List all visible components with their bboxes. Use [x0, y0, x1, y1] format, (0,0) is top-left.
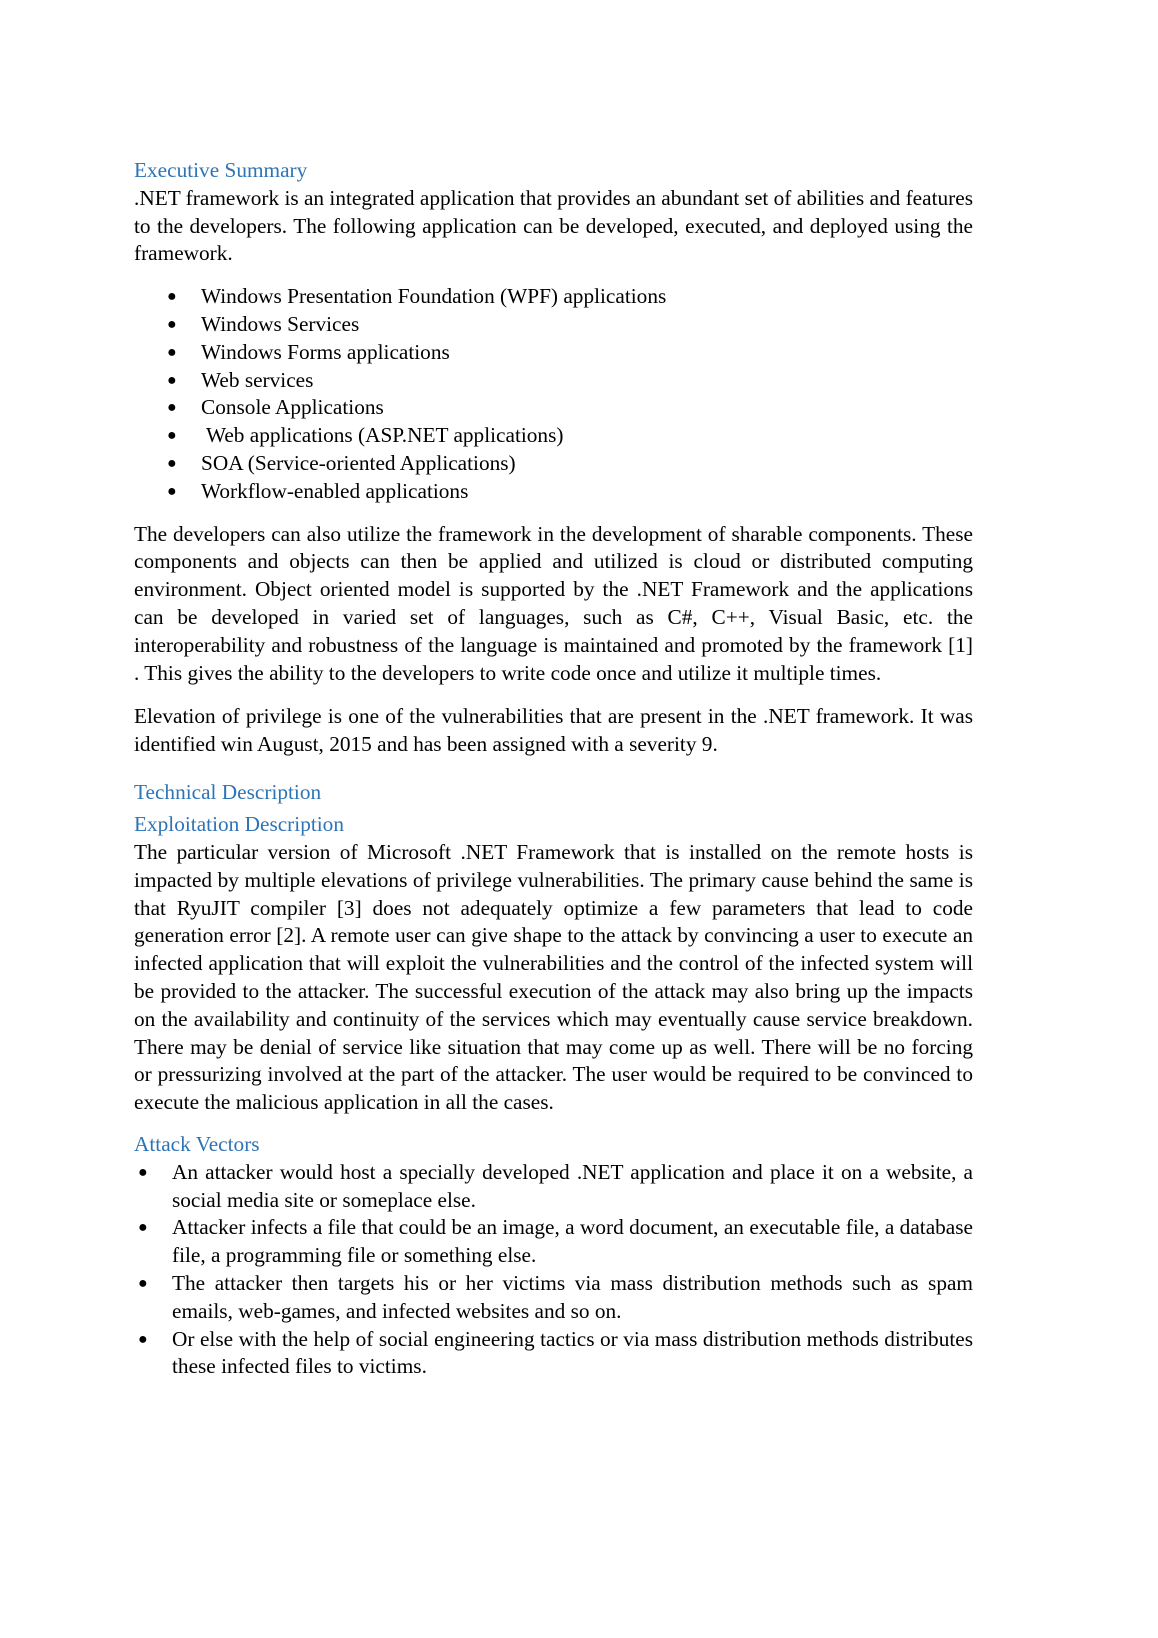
bullet-icon: ●: [138, 1163, 148, 1181]
bullet-icon: ●: [167, 315, 177, 333]
bullet-icon: ●: [167, 427, 177, 445]
heading-exploitation-description: Exploitation Description: [134, 812, 344, 837]
list-item: ● SOA (Service-oriented Applications): [134, 450, 973, 478]
bullet-icon: ●: [167, 371, 177, 389]
list-item: ● Windows Forms applications: [134, 339, 973, 367]
list-item: ● Or else with the help of social engineering tactics or via mass distribution methods distributes these infected files to victims.: [138, 1326, 973, 1379]
bullet-icon: ●: [138, 1274, 148, 1292]
executive-summary-paragraph-3: Elevation of privilege is one of the vulnerabilities that are present in the .NET framework. It was identified win August, 2015 and has been assigned with a severity 9.: [134, 703, 973, 756]
bullet-icon: ●: [138, 1219, 148, 1237]
attack-vectors-list: [134, 1159, 973, 1381]
exploitation-description-body: The particular version of Microsoft .NET Framework that is installed on the remote hosts is impacted by multiple elevations of privilege vulnerabilities. The primary cause behind the same is that RyuJIT compiler [3] does not adequately optimize a few parameters that lead to code generation error [2]. A remote user can give shape to the attack by convincing a user to execute an infected application that will exploit the vulnerabilities and the control of the infected system will be provided to the attacker. The successful execution of the attack may also bring up the impacts on the availability and continuity of the services which may eventually cause service breakdown. There may be denial of service like situation that may come up as well. There will be no forcing or pressurizing involved at the part of the attacker. The user would be required to be convinced to execute the malicious application in all the cases.: [134, 840, 973, 1115]
bullet-icon: ●: [167, 482, 177, 500]
executive-summary-paragraph-2: The developers can also utilize the framework in the development of sharable components. These components and objects can then be applied and utilized is cloud or distributed computing environment. Object oriented model is supported by the .NET Framework and the applications can be developed in varied set of languages, such as C#, C++, Visual Basic, etc. the interoperability and robustness of the language is maintained and promoted by the framework [1] . This gives the ability to the developers to write code once and utilize it multiple times.: [134, 521, 973, 685]
bullet-icon: ●: [167, 454, 177, 472]
bullet-icon: ●: [138, 1330, 148, 1348]
bullet-icon: ●: [167, 343, 177, 361]
list-item: ● The attacker then targets his or her victims via mass distribution methods such as spam emails, web-games, and infected websites and so on.: [138, 1270, 973, 1323]
list-item: ● Attacker infects a file that could be an image, a word document, an executable file, a database file, a programming file or something else.: [138, 1215, 973, 1268]
list-item: ● Windows Services: [134, 311, 973, 339]
executive-summary-intro: .NET framework is an integrated application that provides an abundant set of abilities and features to the developers. The following application can be developed, executed, and deployed using the framework.: [134, 185, 973, 266]
document-page: [134, 157, 973, 1381]
heading-technical-description: Technical Description: [134, 780, 322, 805]
list-item: ● An attacker would host a specially developed .NET application and place it on a website, a social media site or someplace else.: [138, 1159, 973, 1212]
list-item: ● Workflow-enabled applications: [134, 478, 973, 506]
application-types-list: [134, 283, 973, 505]
list-item: ● Windows Presentation Foundation (WPF) applications: [134, 283, 973, 311]
bullet-icon: ●: [167, 399, 177, 417]
heading-attack-vectors: Attack Vectors: [134, 1132, 260, 1156]
heading-executive-summary: Executive Summary: [134, 158, 308, 182]
bullet-icon: ●: [167, 288, 177, 306]
list-item: ● Console Applications: [134, 394, 973, 422]
list-item: ● Web applications (ASP.NET applications): [134, 422, 973, 450]
list-item: ● Web services: [134, 367, 973, 395]
